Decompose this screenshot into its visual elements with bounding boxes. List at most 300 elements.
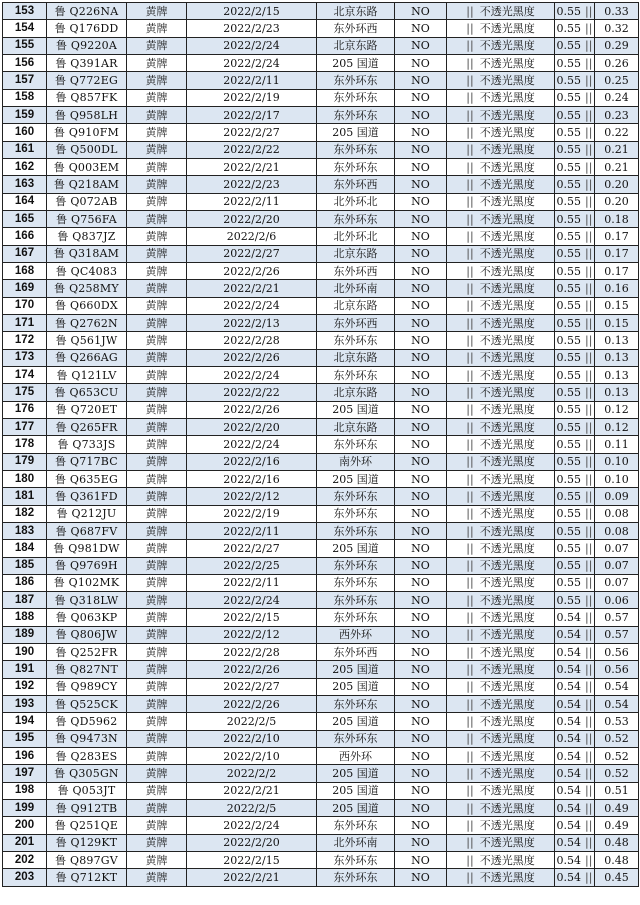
test-item	[447, 3, 555, 20]
road-location: 北京东路	[317, 418, 395, 435]
table-row	[3, 280, 639, 297]
plate-number: 鲁 Q660DX	[47, 297, 127, 314]
plate-color: 黄牌	[127, 488, 187, 505]
row-number: 159	[3, 106, 47, 123]
table-row	[3, 176, 639, 193]
plate-color: 黄牌	[127, 332, 187, 349]
result-code: NO	[395, 72, 447, 89]
result-code: NO	[395, 592, 447, 609]
test-item	[447, 228, 555, 245]
limit-value	[555, 384, 595, 401]
plate-number: 鲁 Q102MK	[47, 574, 127, 591]
table-row	[3, 124, 639, 141]
table-row	[3, 158, 639, 175]
column-separator: ||	[585, 801, 593, 815]
measured-value: 0.21	[595, 141, 639, 158]
measured-value: 0.25	[595, 72, 639, 89]
limit-value-label: 0.55	[556, 21, 582, 35]
plate-number: 鲁 Q720ET	[47, 401, 127, 418]
limit-value-label: 0.55	[556, 177, 582, 191]
column-separator: ||	[585, 871, 593, 885]
limit-value	[555, 540, 595, 557]
limit-value	[555, 869, 595, 886]
test-item	[447, 592, 555, 609]
table-row	[3, 696, 639, 713]
measured-value: 0.17	[595, 262, 639, 279]
inspection-date: 2022/2/28	[187, 332, 317, 349]
road-location: 北京东路	[317, 3, 395, 20]
table-row	[3, 401, 639, 418]
limit-value	[555, 106, 595, 123]
inspection-date: 2022/2/27	[187, 678, 317, 695]
result-code: NO	[395, 834, 447, 851]
plate-color: 黄牌	[127, 453, 187, 470]
test-item	[447, 20, 555, 37]
test-item-label: 不透光黑度	[479, 489, 535, 503]
plate-color: 黄牌	[127, 505, 187, 522]
limit-value-label: 0.54	[556, 732, 582, 746]
table-row	[3, 782, 639, 799]
row-number: 174	[3, 366, 47, 383]
column-separator: ||	[585, 524, 593, 538]
column-separator: ||	[585, 611, 593, 625]
plate-number: 鲁 Q525CK	[47, 696, 127, 713]
plate-color: 黄牌	[127, 713, 187, 730]
column-separator: ||	[585, 212, 593, 226]
limit-value	[555, 280, 595, 297]
column-separator: ||	[585, 784, 593, 798]
road-location: 东外环东	[317, 869, 395, 886]
column-separator: ||	[585, 385, 593, 399]
measured-value: 0.06	[595, 592, 639, 609]
inspection-date: 2022/2/15	[187, 852, 317, 869]
limit-value-label: 0.55	[556, 212, 582, 226]
column-separator: ||	[585, 853, 593, 867]
limit-value	[555, 522, 595, 539]
plate-color: 黄牌	[127, 280, 187, 297]
plate-color: 黄牌	[127, 193, 187, 210]
limit-value	[555, 782, 595, 799]
column-separator: ||	[466, 368, 474, 382]
row-number: 166	[3, 228, 47, 245]
limit-value	[555, 817, 595, 834]
plate-color: 黄牌	[127, 401, 187, 418]
row-number: 168	[3, 262, 47, 279]
result-code: NO	[395, 436, 447, 453]
row-number: 177	[3, 418, 47, 435]
test-item	[447, 418, 555, 435]
measured-value: 0.13	[595, 349, 639, 366]
plate-number: 鲁 Q2762N	[47, 314, 127, 331]
test-item-label: 不透光黑度	[479, 281, 535, 295]
column-separator: ||	[585, 628, 593, 642]
limit-value-label: 0.55	[556, 56, 582, 70]
column-separator: ||	[585, 489, 593, 503]
limit-value	[555, 3, 595, 20]
column-separator: ||	[585, 749, 593, 763]
column-separator: ||	[585, 645, 593, 659]
plate-color: 黄牌	[127, 557, 187, 574]
test-item-label: 不透光黑度	[479, 143, 535, 157]
measured-value: 0.29	[595, 37, 639, 54]
result-code: NO	[395, 869, 447, 886]
column-separator: ||	[466, 801, 474, 815]
test-item-label: 不透光黑度	[479, 715, 535, 729]
table-row	[3, 522, 639, 539]
limit-value	[555, 505, 595, 522]
test-item	[447, 366, 555, 383]
table-row	[3, 644, 639, 661]
measured-value: 0.07	[595, 540, 639, 557]
plate-color: 黄牌	[127, 366, 187, 383]
result-code: NO	[395, 280, 447, 297]
row-number: 193	[3, 696, 47, 713]
row-number: 155	[3, 37, 47, 54]
column-separator: ||	[585, 437, 593, 451]
column-separator: ||	[585, 177, 593, 191]
column-separator: ||	[466, 645, 474, 659]
limit-value	[555, 89, 595, 106]
limit-value	[555, 678, 595, 695]
inspection-date: 2022/2/21	[187, 782, 317, 799]
column-separator: ||	[466, 541, 474, 555]
test-item-label: 不透光黑度	[479, 524, 535, 538]
test-item	[447, 488, 555, 505]
result-code: NO	[395, 124, 447, 141]
plate-color: 黄牌	[127, 748, 187, 765]
road-location: 北京东路	[317, 37, 395, 54]
plate-number: 鲁 Q258MY	[47, 280, 127, 297]
limit-value-label: 0.55	[556, 489, 582, 503]
test-item-label: 不透光黑度	[479, 108, 535, 122]
column-separator: ||	[585, 593, 593, 607]
test-item	[447, 765, 555, 782]
test-item-label: 不透光黑度	[479, 836, 535, 850]
result-code: NO	[395, 817, 447, 834]
road-location: 东外环东	[317, 592, 395, 609]
limit-value-label: 0.55	[556, 385, 582, 399]
inspection-date: 2022/2/20	[187, 834, 317, 851]
plate-number: 鲁 Q687FV	[47, 522, 127, 539]
road-location: 205 国道	[317, 800, 395, 817]
measured-value: 0.20	[595, 193, 639, 210]
road-location: 东外环东	[317, 141, 395, 158]
plate-color: 黄牌	[127, 436, 187, 453]
column-separator: ||	[466, 507, 474, 521]
column-separator: ||	[466, 524, 474, 538]
test-item-label: 不透光黑度	[479, 801, 535, 815]
test-item	[447, 869, 555, 886]
road-location: 205 国道	[317, 661, 395, 678]
limit-value	[555, 453, 595, 470]
road-location: 东外环东	[317, 89, 395, 106]
plate-color: 黄牌	[127, 470, 187, 487]
column-separator: ||	[585, 715, 593, 729]
measured-value: 0.08	[595, 522, 639, 539]
plate-number: 鲁 Q837JZ	[47, 228, 127, 245]
inspection-date: 2022/2/26	[187, 401, 317, 418]
measured-value: 0.11	[595, 436, 639, 453]
column-separator: ||	[466, 108, 474, 122]
column-separator: ||	[585, 403, 593, 417]
measured-value: 0.13	[595, 332, 639, 349]
plate-number: 鲁 Q218AM	[47, 176, 127, 193]
test-item-label: 不透光黑度	[479, 21, 535, 35]
result-code: NO	[395, 418, 447, 435]
plate-color: 黄牌	[127, 297, 187, 314]
test-item-label: 不透光黑度	[479, 455, 535, 469]
inspection-date: 2022/2/27	[187, 124, 317, 141]
test-item	[447, 176, 555, 193]
test-item	[447, 678, 555, 695]
plate-number: 鲁 Q391AR	[47, 54, 127, 71]
road-location: 205 国道	[317, 401, 395, 418]
test-item	[447, 401, 555, 418]
road-location: 东外环西	[317, 176, 395, 193]
row-number: 176	[3, 401, 47, 418]
column-separator: ||	[585, 351, 593, 365]
limit-value	[555, 834, 595, 851]
plate-number: 鲁 Q121LV	[47, 366, 127, 383]
result-code: NO	[395, 366, 447, 383]
plate-number: 鲁 Q910FM	[47, 124, 127, 141]
road-location: 东外环西	[317, 314, 395, 331]
road-location: 东外环东	[317, 609, 395, 626]
measured-value: 0.33	[595, 3, 639, 20]
limit-value-label: 0.55	[556, 351, 582, 365]
column-separator: ||	[585, 368, 593, 382]
column-separator: ||	[466, 489, 474, 503]
plate-color: 黄牌	[127, 522, 187, 539]
row-number: 156	[3, 54, 47, 71]
measured-value: 0.54	[595, 678, 639, 695]
road-location: 东外环东	[317, 522, 395, 539]
row-number: 158	[3, 89, 47, 106]
limit-value-label: 0.54	[556, 645, 582, 659]
result-code: NO	[395, 470, 447, 487]
table-row	[3, 37, 639, 54]
result-code: NO	[395, 661, 447, 678]
limit-value-label: 0.55	[556, 593, 582, 607]
measured-value: 0.21	[595, 158, 639, 175]
result-code: NO	[395, 349, 447, 366]
test-item-label: 不透光黑度	[479, 645, 535, 659]
table-row	[3, 557, 639, 574]
test-item-label: 不透光黑度	[479, 559, 535, 573]
column-separator: ||	[585, 472, 593, 486]
row-number: 203	[3, 869, 47, 886]
column-separator: ||	[585, 160, 593, 174]
test-item-label: 不透光黑度	[479, 853, 535, 867]
plate-color: 黄牌	[127, 384, 187, 401]
result-code: NO	[395, 20, 447, 37]
result-code: NO	[395, 453, 447, 470]
column-separator: ||	[466, 91, 474, 105]
result-code: NO	[395, 574, 447, 591]
column-separator: ||	[466, 871, 474, 885]
inspection-date: 2022/2/10	[187, 748, 317, 765]
test-item-label: 不透光黑度	[479, 195, 535, 209]
result-code: NO	[395, 730, 447, 747]
column-separator: ||	[466, 663, 474, 677]
test-item	[447, 297, 555, 314]
limit-value-label: 0.54	[556, 749, 582, 763]
road-location: 205 国道	[317, 713, 395, 730]
table-row	[3, 678, 639, 695]
plate-color: 黄牌	[127, 609, 187, 626]
test-item-label: 不透光黑度	[479, 125, 535, 139]
test-item	[447, 540, 555, 557]
limit-value-label: 0.55	[556, 472, 582, 486]
inspection-date: 2022/2/5	[187, 800, 317, 817]
limit-value	[555, 800, 595, 817]
plate-color: 黄牌	[127, 349, 187, 366]
limit-value	[555, 20, 595, 37]
plate-number: 鲁 Q712KT	[47, 869, 127, 886]
plate-number: 鲁 Q989CY	[47, 678, 127, 695]
column-separator: ||	[466, 611, 474, 625]
road-location: 205 国道	[317, 54, 395, 71]
test-item-label: 不透光黑度	[479, 472, 535, 486]
column-separator: ||	[585, 91, 593, 105]
table-row	[3, 505, 639, 522]
road-location: 北外环北	[317, 228, 395, 245]
table-row	[3, 730, 639, 747]
column-separator: ||	[466, 819, 474, 833]
measured-value: 0.08	[595, 505, 639, 522]
row-number: 179	[3, 453, 47, 470]
road-location: 205 国道	[317, 782, 395, 799]
row-number: 178	[3, 436, 47, 453]
plate-color: 黄牌	[127, 314, 187, 331]
result-code: NO	[395, 488, 447, 505]
row-number: 170	[3, 297, 47, 314]
road-location: 东外环东	[317, 72, 395, 89]
plate-number: 鲁 Q9473N	[47, 730, 127, 747]
limit-value-label: 0.54	[556, 836, 582, 850]
inspection-date: 2022/2/26	[187, 696, 317, 713]
test-item-label: 不透光黑度	[479, 593, 535, 607]
test-item-label: 不透光黑度	[479, 73, 535, 87]
limit-value	[555, 245, 595, 262]
column-separator: ||	[466, 697, 474, 711]
table-row	[3, 297, 639, 314]
result-code: NO	[395, 210, 447, 227]
table-row	[3, 800, 639, 817]
limit-value-label: 0.54	[556, 853, 582, 867]
road-location: 205 国道	[317, 765, 395, 782]
limit-value	[555, 696, 595, 713]
test-item-label: 不透光黑度	[479, 39, 535, 53]
row-number: 161	[3, 141, 47, 158]
table-row	[3, 574, 639, 591]
plate-number: 鲁 Q265FR	[47, 418, 127, 435]
test-item	[447, 834, 555, 851]
table-row	[3, 332, 639, 349]
table-row	[3, 384, 639, 401]
measured-value: 0.15	[595, 297, 639, 314]
column-separator: ||	[585, 541, 593, 555]
column-separator: ||	[466, 472, 474, 486]
test-item	[447, 696, 555, 713]
test-item	[447, 332, 555, 349]
table-row	[3, 210, 639, 227]
inspection-date: 2022/2/27	[187, 540, 317, 557]
result-code: NO	[395, 609, 447, 626]
inspection-date: 2022/2/12	[187, 626, 317, 643]
measured-value: 0.54	[595, 696, 639, 713]
road-location: 北外环南	[317, 834, 395, 851]
measured-value: 0.07	[595, 557, 639, 574]
row-number: 165	[3, 210, 47, 227]
test-item-label: 不透光黑度	[479, 749, 535, 763]
plate-number: 鲁 Q9769H	[47, 557, 127, 574]
road-location: 东外环东	[317, 210, 395, 227]
road-location: 北京东路	[317, 297, 395, 314]
column-separator: ||	[466, 21, 474, 35]
test-item	[447, 557, 555, 574]
table-row	[3, 3, 639, 20]
row-number: 185	[3, 557, 47, 574]
row-number: 172	[3, 332, 47, 349]
test-item-label: 不透光黑度	[479, 351, 535, 365]
table-row	[3, 713, 639, 730]
inspection-date: 2022/2/19	[187, 505, 317, 522]
column-separator: ||	[466, 299, 474, 313]
column-separator: ||	[585, 195, 593, 209]
column-separator: ||	[585, 39, 593, 53]
row-number: 169	[3, 280, 47, 297]
test-item-label: 不透光黑度	[479, 212, 535, 226]
plate-color: 黄牌	[127, 834, 187, 851]
inspection-date: 2022/2/11	[187, 574, 317, 591]
row-number: 199	[3, 800, 47, 817]
column-separator: ||	[585, 125, 593, 139]
road-location: 东外环东	[317, 505, 395, 522]
inspection-date: 2022/2/24	[187, 297, 317, 314]
limit-value-label: 0.55	[556, 507, 582, 521]
limit-value	[555, 592, 595, 609]
test-item-label: 不透光黑度	[479, 160, 535, 174]
test-item	[447, 210, 555, 227]
limit-value-label: 0.55	[556, 541, 582, 555]
table-row	[3, 349, 639, 366]
limit-value-label: 0.55	[556, 264, 582, 278]
measured-value: 0.48	[595, 852, 639, 869]
test-item	[447, 72, 555, 89]
result-code: NO	[395, 522, 447, 539]
column-separator: ||	[466, 56, 474, 70]
plate-color: 黄牌	[127, 176, 187, 193]
plate-number: 鲁 Q226NA	[47, 3, 127, 20]
limit-value	[555, 349, 595, 366]
column-separator: ||	[466, 420, 474, 434]
plate-number: 鲁 QC4083	[47, 262, 127, 279]
road-location: 东外环东	[317, 332, 395, 349]
inspection-date: 2022/2/22	[187, 141, 317, 158]
inspection-date: 2022/2/26	[187, 661, 317, 678]
inspection-date: 2022/2/20	[187, 418, 317, 435]
limit-value-label: 0.55	[556, 524, 582, 538]
table-row	[3, 661, 639, 678]
column-separator: ||	[585, 576, 593, 590]
result-code: NO	[395, 176, 447, 193]
limit-value	[555, 765, 595, 782]
test-item	[447, 280, 555, 297]
column-separator: ||	[585, 559, 593, 573]
measured-value: 0.13	[595, 366, 639, 383]
table-row	[3, 20, 639, 37]
